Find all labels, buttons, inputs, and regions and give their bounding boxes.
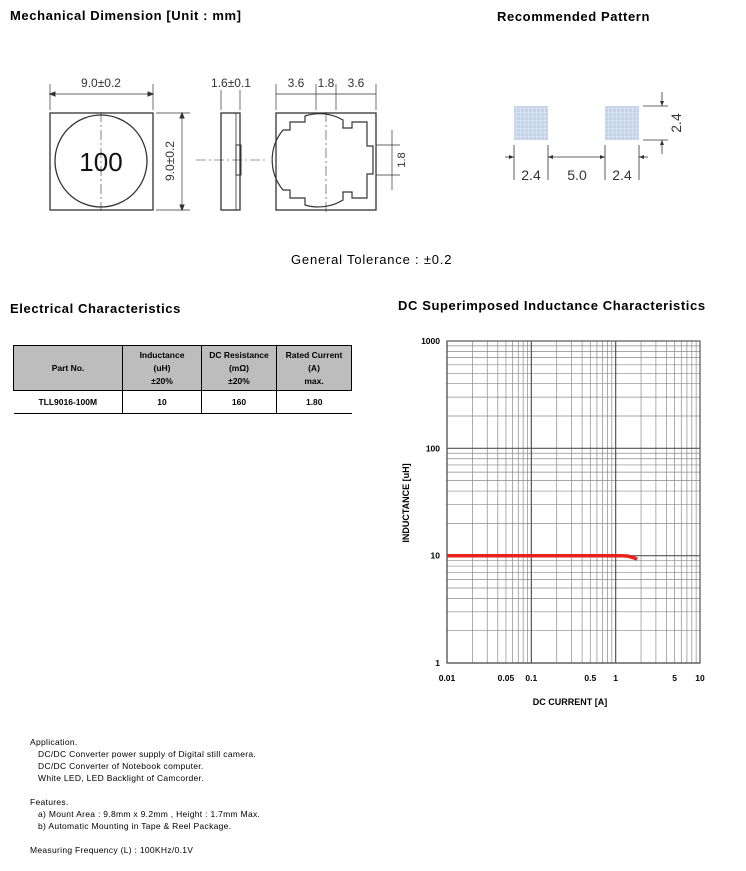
application-item: White LED, LED Backlight of Camcorder.	[38, 773, 204, 783]
dim-pad-mid-label: 1.8	[317, 76, 335, 90]
chart-grid-minor	[447, 341, 700, 663]
chart-y-axis-label: INDUCTANCE [uH]	[401, 463, 411, 543]
table-row	[14, 391, 352, 414]
cell-rated-current: 1.80	[277, 391, 352, 414]
header-part-no: Part No.	[14, 346, 123, 391]
y-tick-label: 100	[425, 443, 440, 454]
dim-height-label: 9.0±0.2	[163, 141, 177, 181]
mechanical-drawing	[0, 60, 420, 230]
x-tick-label: 0.1	[525, 673, 538, 683]
chart-y-ticks	[421, 336, 440, 668]
measuring-frequency: Measuring Frequency (L) : 100KHz/0.1V	[30, 845, 194, 855]
x-tick-label: 10	[695, 673, 705, 683]
x-tick-label: 0.5	[584, 673, 597, 683]
header-inductance-line1: Inductance	[139, 349, 185, 360]
y-tick-label: 1	[435, 658, 440, 668]
chart-series-layer	[447, 556, 637, 559]
electrical-table	[13, 345, 352, 414]
x-tick-label: 0.01	[438, 673, 456, 683]
header-dc-resistance	[202, 346, 277, 391]
chart-x-ticks	[439, 673, 705, 683]
chart-plot-frame	[447, 341, 700, 663]
bottom-view	[272, 84, 400, 212]
electrical-characteristics-title: Electrical Characteristics	[10, 301, 181, 316]
chart-grid-major	[447, 341, 700, 663]
notes-block	[30, 736, 260, 856]
cell-part-no: TLL9016-100M	[14, 391, 123, 414]
chart-x-axis-label: DC CURRENT [A]	[532, 697, 608, 707]
pattern-pad-width-right-label: 2.4	[612, 167, 632, 183]
dim-thickness-label: 1.6±0.1	[211, 76, 251, 90]
y-tick-label: 1000	[421, 336, 440, 346]
series-line	[447, 556, 637, 559]
header-rated-line1: Rated Current	[285, 349, 343, 360]
dim-pad-left-label: 3.6	[287, 76, 305, 90]
header-rated-current	[277, 346, 352, 391]
cell-dc-resistance: 160	[202, 391, 277, 414]
cell-inductance: 10	[123, 391, 202, 414]
electrical-table-wrapper	[13, 345, 352, 414]
pattern-pad-width-left-label: 2.4	[521, 167, 541, 183]
side-view	[196, 90, 268, 210]
pattern-pad-height-label: 2.4	[668, 113, 684, 133]
tolerance-value: ±0.2	[423, 252, 453, 267]
tolerance-label: General Tolerance :	[291, 252, 420, 267]
chart-title: DC Superimposed Inductance Characteristics	[398, 298, 706, 313]
marking-text: 100	[79, 147, 123, 177]
dc-superimposed-chart	[390, 325, 746, 715]
header-rated-line3: max.	[304, 375, 324, 386]
pattern-pad-left	[514, 106, 548, 140]
application-item: DC/DC Converter power supply of Digital still camera.	[38, 749, 257, 759]
features-item: b) Automatic Mounting in Tape & Reel Package.	[38, 821, 232, 831]
header-dcr-line1: DC Resistance	[209, 349, 269, 360]
header-inductance-line2: (uH)	[153, 362, 171, 373]
table-header-row	[14, 346, 352, 391]
features-item: a) Mount Area : 9.8mm x 9.2mm , Height : 1.7mm Max.	[38, 809, 261, 819]
y-tick-label: 10	[430, 550, 440, 561]
application-title: Application.	[30, 737, 78, 747]
x-tick-label: 0.05	[497, 673, 515, 683]
header-rated-line2: (A)	[308, 362, 320, 373]
recommended-pattern-drawing	[495, 85, 700, 190]
pattern-gap-label: 5.0	[567, 167, 587, 183]
general-tolerance	[291, 252, 452, 267]
recommended-pattern-title: Recommended Pattern	[497, 9, 650, 24]
header-dcr-line3: ±20%	[228, 375, 250, 386]
dim-pad-right-label: 3.6	[347, 76, 365, 90]
application-item: DC/DC Converter of Notebook computer.	[38, 761, 204, 771]
pattern-pad-right	[605, 106, 639, 140]
header-inductance	[123, 346, 202, 391]
dim-width-label: 9.0±0.2	[81, 76, 121, 90]
dim-pad-height-label: 1.8	[396, 152, 408, 168]
mechanical-dimension-title: Mechanical Dimension [Unit : mm]	[10, 8, 242, 23]
features-title: Features.	[30, 797, 69, 807]
x-tick-label: 1	[613, 673, 619, 683]
header-dcr-line2: (mΩ)	[228, 362, 250, 373]
x-tick-label: 5	[672, 673, 677, 683]
header-inductance-line3: ±20%	[151, 375, 173, 386]
